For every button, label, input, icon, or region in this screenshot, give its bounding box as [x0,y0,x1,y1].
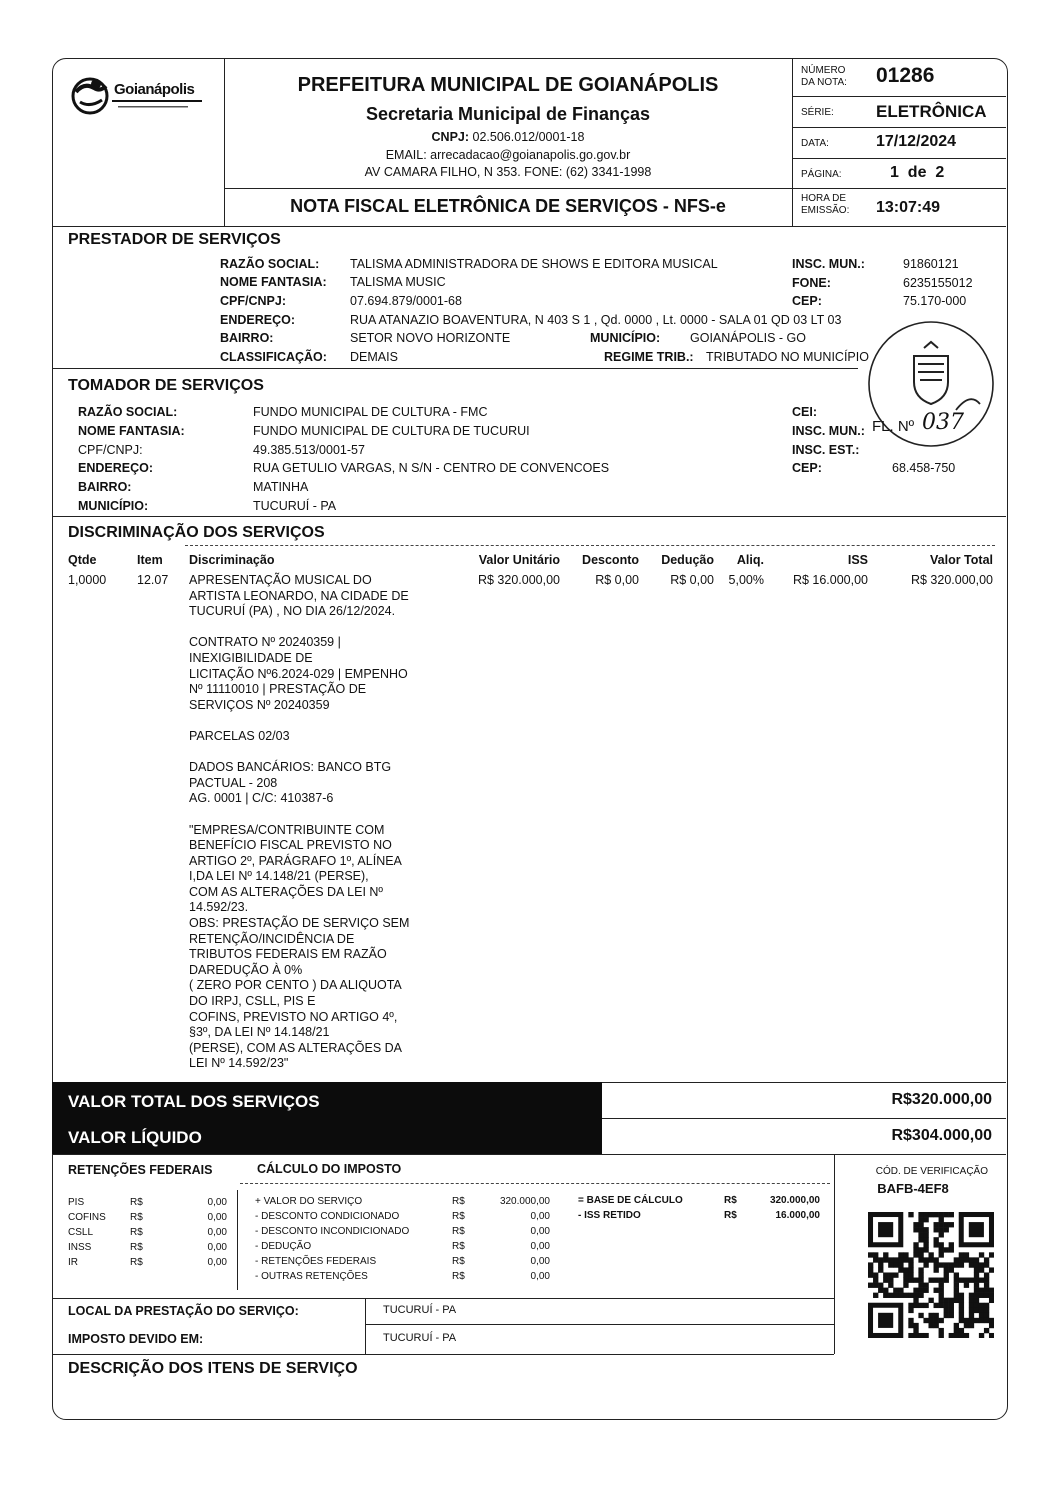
secretariat-title: Secretaria Municipal de Finanças [365,104,651,124]
municipal-stamp [856,318,1006,448]
prestador-municipio-label: MUNICÍPIO: [590,331,661,345]
base-calculo-val: 320.000,00 [769,1195,820,1206]
row-discriminacao-text: APRESENTAÇÃO MUSICAL DO ARTISTA LEONARDO, NA CIDADE DE TUCURUÍ (PA) , NO DIA 26/12/2024. CONTRATO Nº 20240359 | INEXIGIBILIDADE DE LICITAÇÃO Nº6.2024-029 | EMPENHO Nº 11110010 | PRESTAÇÃO DE SERVIÇOS Nº 20240359 PARCELAS 02/03 DADOS BANCÁRIOS: BANCO BTG PACTUAL - 208 AG. 0001 | C/C: 410387-6 "EMPRESA/CONTRIBUINTE COM BENEFÍCIO FISCAL PREVISTO NO ARTIGO 2º, PARÁGRAFO 1º, ALÍNEA I,DA LEI Nº 14.148/21 (PERSE), COM AS ALTERAÇÕES DA LEI Nº 14.592/23. OBS: PRESTAÇÃO DE SERVIÇO SEM RETENÇÃO/INCIDÊNCIA DE TRIBUTOS FEDERAIS EM RAZÃO DAREDUÇÃO À 0% ( ZERO POR CENTO ) DA ALIQUOTA DO IRPJ, CSLL, PIS E COFINS, PREVISTO NO ARTIGO 4º, §3º, DA LEI Nº 14.148/21 (PERSE), COM AS ALTERAÇÕES DA LEI Nº 14.592/23" [189,573,410,1071]
retencoes-divider [237,1190,238,1290]
calculo-label: - RETENÇÕES FEDERAIS [255,1256,377,1267]
email-line: EMAIL: arrecadacao@goianapolis.go.gov.br [385,148,631,162]
local-prestacao-label: LOCAL DA PRESTAÇÃO DO SERVIÇO: [68,1304,299,1318]
prestador-cpf-value: 07.694.879/0001-68 [350,294,462,308]
tomador-inscmun-label: INSC. MUN.: [792,424,865,438]
pagina-label: PÁGINA: [801,169,842,180]
verificacao-divider [834,1154,835,1354]
qr-code-icon [868,1212,994,1338]
calculo-label: + VALOR DO SERVIÇO [255,1196,363,1207]
imposto-devido-label: IMPOSTO DEVIDO EM: [68,1332,204,1346]
folio-value: 037 [922,410,964,435]
local-divider [365,1298,366,1354]
col-valor-unitario: Valor Unitário [478,553,560,567]
valor-total-value: R$320.000,00 [891,1091,992,1108]
retencao-val: 0,00 [207,1197,227,1208]
retencao-cur: R$ [130,1227,143,1238]
meta-rule [792,96,1006,97]
retencoes-title: RETENÇÕES FEDERAIS [68,1163,213,1177]
prestador-fantasia-value: TALISMA MUSIC [350,275,446,289]
prestador-regime-value: TRIBUTADO NO MUNICÍPIO [706,350,869,364]
cnpj-value: 02.506.012/0001-18 [472,130,585,144]
prestador-cep-label: CEP: [792,294,822,308]
tomador-municipio-label: MUNICÍPIO: [78,499,149,513]
prestador-fone-label: FONE: [792,276,831,290]
qr-code [868,1212,994,1338]
row-qtde: 1,0000 [68,573,107,587]
numero-label: NÚMERO DA NOTA: [801,65,847,88]
calculo-label: - DESCONTO CONDICIONADO [255,1211,400,1222]
prestador-insc-label: INSC. MUN.: [792,257,865,271]
totals-rule [602,1118,1006,1119]
retencao-name: IR [68,1257,78,1268]
row-aliq: 5,00% [728,573,764,587]
tomador-cpf-value: 49.385.513/0001-57 [253,443,365,457]
discriminacao-dash [185,545,995,546]
tomador-cep-value: 68.458-750 [892,461,956,475]
tomador-cep-label: CEP: [792,461,822,475]
address-line: AV CAMARA FILHO, N 353. FONE: (62) 3341-1998 [364,165,652,179]
row-valor-unitario: R$ 320.000,00 [477,573,560,587]
prestador-fantasia-label: NOME FANTASIA: [220,275,327,289]
calculo-val: 0,00 [530,1271,550,1282]
retencao-val: 0,00 [207,1212,227,1223]
col-qtde: Qtde [68,553,97,567]
tomador-municipio-value: TUCURUÍ - PA [253,499,337,513]
retencao-name: INSS [68,1242,92,1253]
tomador-bairro-label: BAIRRO: [78,480,132,494]
tomador-cpf-label: CPF/CNPJ: [78,443,143,457]
valor-total-label: VALOR TOTAL DOS SERVIÇOS [68,1092,320,1111]
hora-value: 13:07:49 [876,199,941,216]
meta-rule [792,127,1006,128]
retencao-cur: R$ [130,1212,143,1223]
serie-label: SÉRIE: [801,107,834,118]
municipality-logo [66,72,216,120]
prestador-regime-label: REGIME TRIB.: [604,350,694,364]
header-bottom-rule [52,226,1006,227]
itens-servico-title: DESCRIÇÃO DOS ITENS DE SERVIÇO [68,1360,358,1377]
base-calculo-label: - ISS RETIDO [578,1210,641,1221]
prestador-endereco-label: ENDEREÇO: [220,313,296,327]
prestador-class-label: CLASSIFICAÇÃO: [220,350,327,364]
retencao-cur: R$ [130,1257,143,1268]
row-valor-total: R$ 320.000,00 [910,573,993,587]
retencao-cur: R$ [130,1197,143,1208]
hora-label: HORA DE EMISSÃO: [801,193,850,216]
col-aliq: Aliq. [736,553,764,567]
valor-liquido-label: VALOR LÍQUIDO [68,1128,202,1147]
totals-rule [52,1154,1006,1155]
col-deducao: Dedução [661,553,714,567]
local-rule [52,1298,834,1299]
col-iss: ISS [847,553,868,567]
col-discriminacao: Discriminação [189,553,275,567]
calculo-val: 0,00 [530,1241,550,1252]
tomador-razao-value: FUNDO MUNICIPAL DE CULTURA - FMC [253,405,488,419]
base-calculo-cur: R$ [724,1210,737,1221]
data-value: 17/12/2024 [876,133,957,150]
local-rule [365,1324,834,1325]
col-desconto: Desconto [582,553,639,567]
prestador-razao-label: RAZÃO SOCIAL: [220,257,320,271]
meta-rule [224,188,1006,189]
calculo-val: 0,00 [530,1211,550,1222]
discriminacao-title: DISCRIMINAÇÃO DOS SERVIÇOS [68,524,325,541]
tomador-title: TOMADOR DE SERVIÇOS [68,377,264,394]
folio-label: FL. Nº [872,418,915,435]
col-valor-total: Valor Total [930,553,993,567]
document-title: NOTA FISCAL ELETRÔNICA DE SERVIÇOS - NFS-e [290,196,726,216]
verificacao-label: CÓD. DE VERIFICAÇÃO [875,1166,988,1177]
calculo-cur: R$ [452,1226,465,1237]
row-item: 12.07 [137,573,169,587]
prestador-bairro-value: SETOR NOVO HORIZONTE [350,331,511,345]
calculo-label: - DEDUÇÃO [255,1241,312,1252]
base-calculo-cur: R$ [724,1195,737,1206]
numero-value: 01286 [876,64,935,87]
prestador-class-value: DEMAIS [350,350,398,364]
base-calculo-val: 16.000,00 [775,1210,820,1221]
col-item: Item [137,553,163,567]
retencao-name: COFINS [68,1212,106,1223]
pagina-value: 1 de 2 [890,164,945,181]
municipality-title: PREFEITURA MUNICIPAL DE GOIANÁPOLIS [297,74,719,96]
valor-liquido-value: R$304.000,00 [891,1127,992,1144]
retencao-val: 0,00 [207,1242,227,1253]
retencao-name: PIS [68,1197,85,1208]
calculo-val: 0,00 [530,1226,550,1237]
tomador-razao-label: RAZÃO SOCIAL: [78,405,178,419]
local-prestacao-value: TUCURUÍ - PA [383,1304,457,1316]
totals-rule [602,1082,1006,1083]
tomador-bottom-rule [52,516,1006,517]
prestador-fone-value: 6235155012 [903,276,973,290]
prestador-endereco-value: RUA ATANAZIO BOAVENTURA, N 403 S 1 , Qd. 0000 , Lt. 0000 - SALA 01 QD 03 LT 03 [350,313,842,327]
prestador-title: PRESTADOR DE SERVIÇOS [68,231,281,248]
serie-value: ELETRÔNICA [876,102,987,121]
imposto-devido-value: TUCURUÍ - PA [383,1332,457,1344]
local-rule [52,1354,834,1355]
row-deducao: R$ 0,00 [670,573,714,587]
calculo-label: - OUTRAS RETENÇÕES [255,1271,368,1282]
calculo-dash [240,1183,830,1184]
tomador-fantasia-label: NOME FANTASIA: [78,424,185,438]
calculo-cur: R$ [452,1271,465,1282]
retencao-val: 0,00 [207,1257,227,1268]
calculo-val: 320.000,00 [499,1196,550,1207]
base-calculo-label: = BASE DE CÁLCULO [578,1195,683,1206]
retencao-val: 0,00 [207,1227,227,1238]
meta-divider [792,58,793,226]
calculo-title: CÁLCULO DO IMPOSTO [257,1162,402,1176]
retencao-name: CSLL [68,1227,94,1238]
calculo-cur: R$ [452,1196,465,1207]
meta-rule [792,158,1006,159]
tomador-endereco-value: RUA GETULIO VARGAS, N S/N - CENTRO DE CONVENCOES [253,461,610,475]
retencao-cur: R$ [130,1242,143,1253]
cnpj-label: CNPJ: [431,130,470,144]
calculo-cur: R$ [452,1211,465,1222]
verificacao-code: BAFB-4EF8 [877,1181,949,1196]
prestador-bottom-rule [52,368,858,369]
tomador-endereco-label: ENDEREÇO: [78,461,154,475]
tomador-bairro-value: MATINHA [253,480,309,494]
tomador-cei-label: CEI: [792,405,817,419]
row-iss: R$ 16.000,00 [792,573,868,587]
logo-text: Goianápolis [114,81,195,98]
calculo-cur: R$ [452,1241,465,1252]
calculo-cur: R$ [452,1256,465,1267]
calculo-val: 0,00 [530,1256,550,1267]
row-desconto: R$ 0,00 [595,573,639,587]
prestador-cep-value: 75.170-000 [903,294,967,308]
prestador-bairro-label: BAIRRO: [220,331,274,345]
data-label: DATA: [801,138,829,149]
prestador-razao-value: TALISMA ADMINISTRADORA DE SHOWS E EDITORA MUSICAL [350,257,718,271]
tomador-inscest-label: INSC. EST.: [792,443,860,457]
calculo-label: - DESCONTO INCONDICIONADO [255,1226,410,1237]
prestador-cpf-label: CPF/CNPJ: [220,294,286,308]
prestador-municipio-value: GOIANÁPOLIS - GO [690,331,806,345]
prestador-insc-value: 91860121 [903,257,959,271]
tomador-fantasia-value: FUNDO MUNICIPAL DE CULTURA DE TUCURUI [253,424,530,438]
